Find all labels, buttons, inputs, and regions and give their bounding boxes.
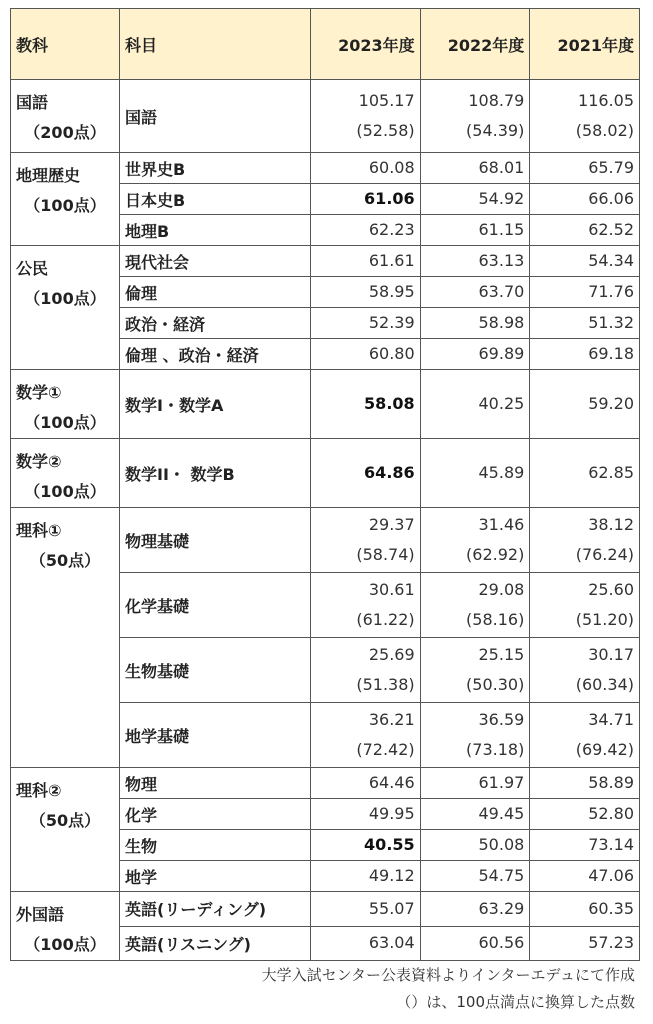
header-subject-area: 教科	[11, 9, 120, 80]
average-score: 52.39	[368, 313, 415, 332]
average-score: 59.20	[588, 394, 634, 413]
score-cell-2021	[530, 184, 640, 215]
score-cell-2023	[311, 768, 421, 799]
subject-name-cell: 物理基礎	[120, 508, 311, 573]
average-score: 71.76	[588, 282, 634, 301]
score-cell-2021	[530, 215, 640, 246]
converted-score: (58.02)	[575, 121, 634, 140]
score-cell-2023	[311, 246, 421, 277]
score-cell-2021	[530, 308, 640, 339]
score-cell-2021	[530, 892, 640, 927]
converted-score: (51.38)	[356, 675, 415, 694]
subject-area-points: （100点）	[24, 196, 106, 215]
score-cell-2021	[530, 246, 640, 277]
subject-area-name: 国語	[16, 93, 49, 112]
subject-name-cell: 生物	[120, 830, 311, 861]
score-cell-2022	[420, 439, 530, 508]
average-score: 66.06	[588, 189, 634, 208]
converted-score: (76.24)	[575, 545, 634, 564]
subject-name-cell: 化学基礎	[120, 573, 311, 638]
average-score: 49.95	[368, 804, 415, 823]
footnotes	[262, 962, 635, 1016]
average-score: 47.06	[588, 866, 634, 885]
header-year-2023: 2023年度	[311, 9, 421, 80]
subject-name-cell: 物理	[120, 768, 311, 799]
score-cell-2023	[311, 892, 421, 927]
average-score-table	[10, 8, 640, 961]
subject-name-cell: 地学基礎	[120, 703, 311, 768]
table-row	[11, 439, 640, 508]
converted-score: (51.20)	[575, 610, 634, 629]
average-score: 25.69	[368, 645, 415, 664]
table-body	[11, 80, 640, 961]
score-cell-2021	[530, 508, 640, 573]
table-row	[11, 892, 640, 927]
subject-name-cell: 地学	[120, 861, 311, 892]
score-cell-2021	[530, 799, 640, 830]
average-score: 57.23	[588, 933, 634, 953]
score-cell-2022	[420, 215, 530, 246]
score-cell-2023	[311, 861, 421, 892]
average-score: 55.07	[368, 898, 415, 918]
average-score: 63.70	[478, 282, 525, 301]
score-cell-2021	[530, 861, 640, 892]
converted-score: (61.22)	[356, 610, 415, 629]
conversion-note: （）は、100点満点に換算した点数	[396, 993, 635, 1011]
score-cell-2023	[311, 439, 421, 508]
subject-name-cell: 生物基礎	[120, 638, 311, 703]
score-cell-2022	[420, 926, 530, 961]
score-cell-2022	[420, 703, 530, 768]
average-score: 69.89	[478, 344, 525, 363]
average-score: 64.46	[368, 773, 415, 792]
average-score: 36.21	[368, 710, 415, 729]
average-score: 49.45	[478, 804, 525, 823]
subject-area-cell	[11, 508, 120, 768]
average-score: 54.34	[588, 251, 634, 270]
table-row	[11, 80, 640, 153]
subject-name-cell: 世界史B	[120, 153, 311, 184]
score-cell-2021	[530, 830, 640, 861]
average-score: 69.18	[588, 344, 634, 363]
subject-area-points: （100点）	[24, 482, 106, 501]
score-cell-2022	[420, 370, 530, 439]
average-score: 65.79	[588, 158, 634, 177]
average-score: 61.15	[478, 220, 525, 239]
converted-score: (69.42)	[575, 740, 634, 759]
score-cell-2023	[311, 80, 421, 153]
subject-area-name: 地理歴史	[16, 166, 81, 185]
average-score: 38.12	[588, 515, 634, 534]
score-cell-2021	[530, 703, 640, 768]
score-cell-2021	[530, 926, 640, 961]
converted-score: (62.92)	[466, 545, 525, 564]
score-cell-2022	[420, 184, 530, 215]
average-score: 61.97	[478, 773, 525, 792]
score-cell-2022	[420, 799, 530, 830]
subject-name-cell: 英語(リーディング)	[120, 892, 311, 927]
subject-name-cell: 化学	[120, 799, 311, 830]
average-score: 105.17	[358, 91, 415, 110]
average-score: 58.08	[364, 394, 415, 413]
score-cell-2023	[311, 638, 421, 703]
score-cell-2023	[311, 703, 421, 768]
average-score: 62.85	[588, 463, 634, 482]
subject-area-cell	[11, 153, 120, 246]
subject-area-cell	[11, 892, 120, 961]
average-score: 29.08	[478, 580, 525, 599]
table-row	[11, 370, 640, 439]
score-cell-2021	[530, 370, 640, 439]
subject-name-cell: 倫理	[120, 277, 311, 308]
average-score: 51.32	[588, 313, 634, 332]
average-score: 63.04	[368, 933, 415, 953]
average-score: 116.05	[578, 91, 634, 110]
subject-name-cell: 日本史B	[120, 184, 311, 215]
score-cell-2023	[311, 308, 421, 339]
average-score: 64.86	[364, 463, 415, 482]
subject-name-cell: 現代社会	[120, 246, 311, 277]
score-cell-2021	[530, 638, 640, 703]
average-score: 62.52	[588, 220, 634, 239]
average-score: 25.60	[588, 580, 634, 599]
average-score: 45.89	[478, 463, 525, 482]
average-score: 52.80	[588, 804, 634, 823]
score-cell-2021	[530, 277, 640, 308]
score-cell-2022	[420, 277, 530, 308]
subject-area-cell	[11, 370, 120, 439]
converted-score: (54.39)	[466, 121, 525, 140]
table-row	[11, 153, 640, 184]
subject-name-cell: 政治・経済	[120, 308, 311, 339]
subject-name-cell: 数学II・ 数学B	[120, 439, 311, 508]
score-cell-2022	[420, 308, 530, 339]
average-score: 62.23	[368, 220, 415, 239]
score-cell-2023	[311, 573, 421, 638]
score-cell-2023	[311, 339, 421, 370]
converted-score: (60.34)	[575, 675, 634, 694]
average-score: 34.71	[588, 710, 634, 729]
score-cell-2023	[311, 277, 421, 308]
average-score: 54.92	[478, 189, 525, 208]
score-cell-2022	[420, 339, 530, 370]
score-cell-2021	[530, 80, 640, 153]
average-score: 36.59	[478, 710, 525, 729]
converted-score: (73.18)	[466, 740, 525, 759]
score-cell-2023	[311, 184, 421, 215]
subject-name-cell: 数学I・数学A	[120, 370, 311, 439]
average-score: 30.17	[588, 645, 634, 664]
average-score: 58.95	[368, 282, 415, 301]
subject-area-cell	[11, 439, 120, 508]
subject-area-cell	[11, 80, 120, 153]
header-year-2022: 2022年度	[420, 9, 530, 80]
average-score: 60.35	[588, 898, 634, 918]
subject-area-name: 数学②	[16, 452, 62, 471]
score-cell-2022	[420, 638, 530, 703]
score-cell-2021	[530, 768, 640, 799]
subject-area-name: 公民	[16, 259, 49, 278]
source-note: 大学入試センター公表資料よりインターエデュにて作成	[261, 966, 635, 984]
average-score: 40.25	[478, 394, 525, 413]
average-score: 61.61	[368, 251, 415, 270]
average-score: 29.37	[368, 515, 415, 534]
subject-area-name: 数学①	[16, 383, 62, 402]
table-row	[11, 508, 640, 573]
score-cell-2021	[530, 339, 640, 370]
score-cell-2023	[311, 926, 421, 961]
subject-area-name: 外国語	[16, 905, 65, 924]
score-cell-2021	[530, 439, 640, 508]
average-score: 49.12	[368, 866, 415, 885]
subject-area-points: （100点）	[24, 413, 106, 432]
score-cell-2021	[530, 153, 640, 184]
score-cell-2022	[420, 768, 530, 799]
header-year-2021: 2021年度	[530, 9, 640, 80]
score-cell-2023	[311, 370, 421, 439]
subject-area-name: 理科①	[16, 521, 62, 540]
subject-area-cell	[11, 246, 120, 370]
average-score: 61.06	[364, 189, 415, 208]
score-cell-2023	[311, 830, 421, 861]
score-cell-2021	[530, 573, 640, 638]
subject-name-cell: 国語	[120, 80, 311, 153]
average-score: 25.15	[478, 645, 525, 664]
average-score: 60.08	[368, 158, 415, 177]
subject-area-points: （50点）	[29, 811, 101, 830]
average-score: 63.13	[478, 251, 525, 270]
header-row	[11, 9, 640, 80]
average-score: 63.29	[478, 898, 525, 918]
table-row	[11, 246, 640, 277]
subject-area-points: （100点）	[24, 289, 106, 308]
score-cell-2022	[420, 573, 530, 638]
header-subject: 科目	[120, 9, 311, 80]
average-score: 30.61	[368, 580, 415, 599]
score-cell-2022	[420, 80, 530, 153]
average-score: 60.56	[478, 933, 525, 953]
score-cell-2022	[420, 861, 530, 892]
average-score: 108.79	[468, 91, 525, 110]
subject-area-name: 理科②	[16, 781, 62, 800]
subject-area-points: （100点）	[24, 935, 106, 954]
subject-area-cell	[11, 768, 120, 892]
average-score: 58.89	[588, 773, 634, 792]
score-cell-2022	[420, 892, 530, 927]
average-score: 73.14	[588, 835, 634, 854]
average-score: 54.75	[478, 866, 525, 885]
score-cell-2023	[311, 508, 421, 573]
average-score: 58.98	[478, 313, 525, 332]
average-score: 50.08	[478, 835, 525, 854]
average-score: 40.55	[364, 835, 415, 854]
score-cell-2023	[311, 215, 421, 246]
average-score: 60.80	[368, 344, 415, 363]
subject-name-cell: 倫理 、政治・経済	[120, 339, 311, 370]
subject-name-cell: 英語(リスニング)	[120, 926, 311, 961]
table-row	[11, 768, 640, 799]
score-cell-2022	[420, 153, 530, 184]
subject-area-points: （50点）	[29, 551, 101, 570]
score-cell-2023	[311, 153, 421, 184]
converted-score: (58.74)	[356, 545, 415, 564]
converted-score: (50.30)	[466, 675, 525, 694]
converted-score: (58.16)	[466, 610, 525, 629]
converted-score: (72.42)	[356, 740, 415, 759]
score-cell-2022	[420, 830, 530, 861]
subject-area-points: （200点）	[24, 123, 106, 142]
score-cell-2022	[420, 508, 530, 573]
subject-name-cell: 地理B	[120, 215, 311, 246]
converted-score: (52.58)	[356, 121, 415, 140]
average-score: 68.01	[478, 158, 525, 177]
average-score: 31.46	[478, 515, 525, 534]
score-cell-2023	[311, 799, 421, 830]
score-cell-2022	[420, 246, 530, 277]
